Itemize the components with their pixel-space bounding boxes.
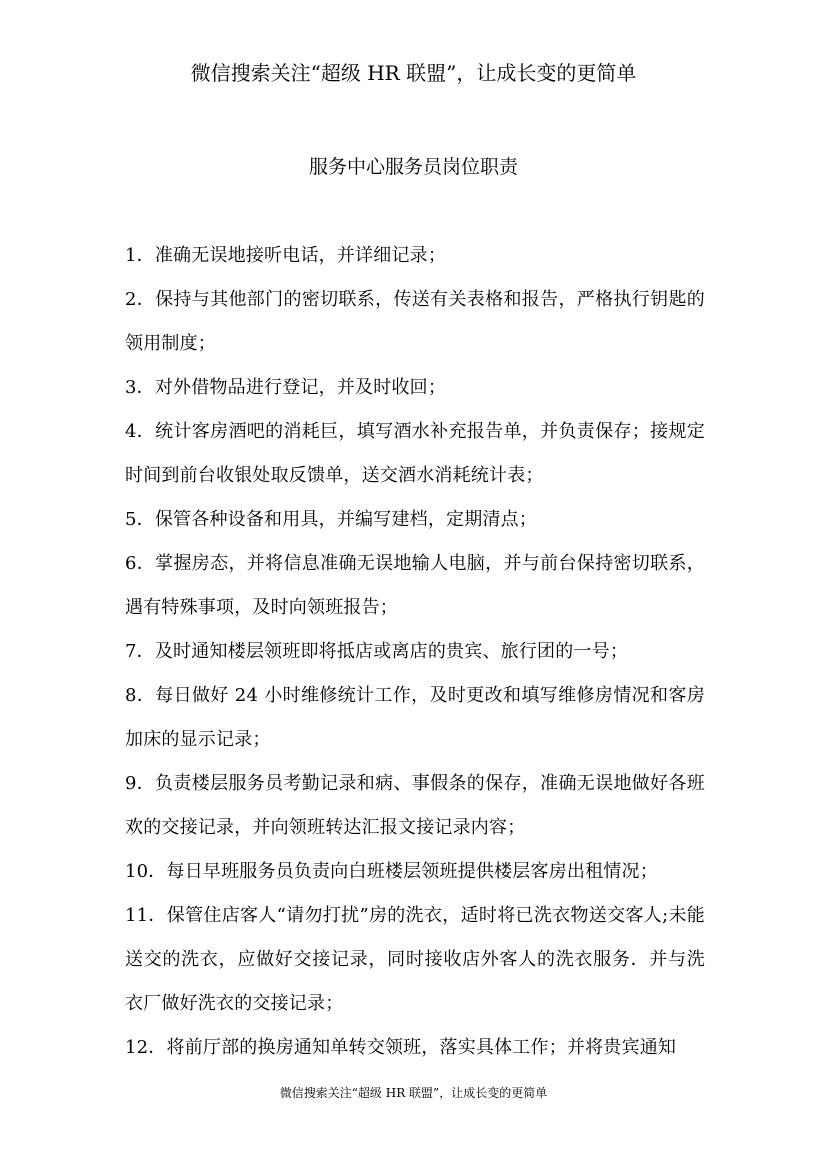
duty-list [125,234,705,1070]
duty-item-1: 1．准确无误地接听电话，并详细记录； [125,245,447,266]
page-header: 微信搜索关注“超级 HR 联盟”，让成长变的更简单 [190,61,637,85]
duty-item-12: 12．将前厅部的换房通知单转交领班，落实具体工作；并将贵宾通知 [125,1037,677,1058]
duty-item-6: 6．掌握房态，并将信息准确无误地输人电脑，并与前台保持密切联系，遇有特殊事项，及时向领班报告； [125,553,705,618]
document-title: 服务中心服务员岗位职责 [308,156,518,178]
duty-item-10: 10．每日早班服务员负责向白班楼层领班提供楼层客房出租情况； [125,861,658,882]
duty-item-7: 7．及时通知楼层领班即将抵店或离店的贵宾、旅行团的一号； [125,641,629,662]
duty-item-5: 5．保管各种设备和用具，并编写建档，定期清点； [125,509,538,530]
duty-item-11: 11．保管住店客人“请勿打扰”房的洗衣，适时将已洗衣物送交客人;未能送交的洗衣，应做好交接记录，同时接收店外客人的洗衣服务．并与洗衣厂做好洗衣的交接记录； [125,905,705,1014]
duty-item-8: 8．每日做好 24 小时维修统计工作，及时更改和填写维修房情况和客房加床的显示记录； [125,685,705,750]
duty-item-4: 4．统计客房酒吧的消耗巨，填写酒水补充报告单，并负责保存；接规定时间到前台收银处取反馈单，送交酒水消耗统计表； [125,421,705,486]
duty-item-9: 9．负责楼层服务员考勤记录和病、事假条的保存，准确无误地做好各班欢的交接记录，并向领班转达汇报文接记录内容； [125,773,705,838]
duty-item-2: 2．保持与其他部门的密切联系，传送有关表格和报告，严格执行钥匙的领用制度； [125,289,705,354]
page-footer: 微信搜索关注“超级 HR 联盟”，让成长变的更简单 [279,1086,548,1100]
duty-item-3: 3．对外借物品进行登记，并及时收回； [125,377,447,398]
